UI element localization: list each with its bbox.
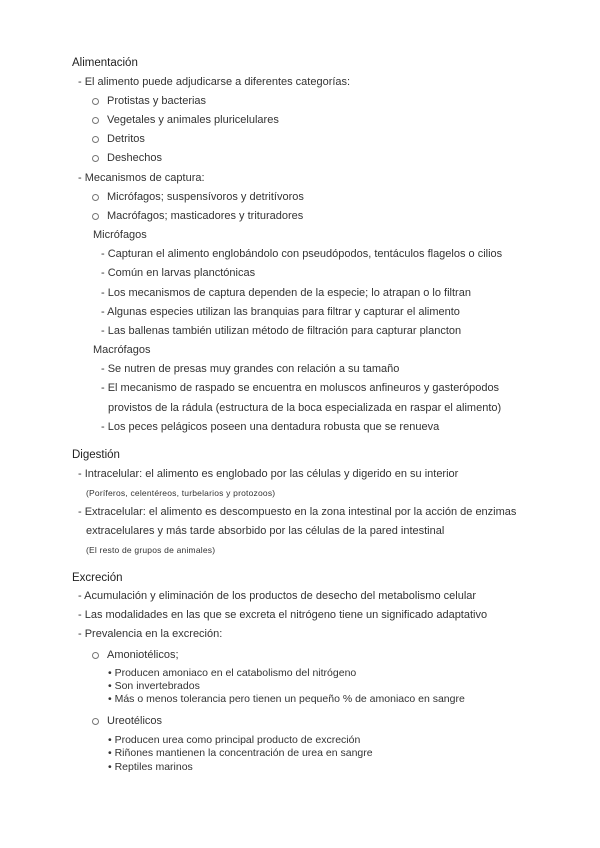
list-item: - Capturan el alimento englobándolo con pseudópodos, tentáculos flagelos o cilios xyxy=(101,248,503,260)
circle-bullet-icon xyxy=(92,155,99,162)
subheading-microfagos: Micrófagos xyxy=(93,229,147,241)
list-item: - Mecanismos de captura: xyxy=(78,172,205,184)
list-item: Deshechos xyxy=(107,152,163,164)
list-item: - Los peces pelágicos poseen una dentadura robusta que se renueva xyxy=(101,421,440,433)
list-item: - Extracelular: el alimento es descompuesto en la zona intestinal por la acción de enzimas xyxy=(78,506,517,518)
list-item: • Producen amoniaco en el catabolismo del nitrógeno xyxy=(108,667,357,679)
heading-excrecion: Excreción xyxy=(72,572,123,584)
circle-bullet-icon xyxy=(92,213,99,220)
list-item: Detritos xyxy=(107,133,145,145)
list-item: - Intracelular: el alimento es englobado por las células y digerido en su interior xyxy=(78,468,459,480)
circle-bullet-icon xyxy=(92,652,99,659)
list-item: - Algunas especies utilizan las branquias para filtrar y capturar el alimento xyxy=(101,306,460,318)
subheading-macrofagos: Macrófagos xyxy=(93,344,151,356)
heading-digestion: Digestión xyxy=(72,449,120,461)
list-item: • Más o menos tolerancia pero tienen un pequeño % de amoniaco en sangre xyxy=(108,693,465,705)
list-item: - Se nutren de presas muy grandes con relación a su tamaño xyxy=(101,363,400,375)
circle-bullet-icon xyxy=(92,718,99,725)
list-item: - Prevalencia en la excreción: xyxy=(78,628,223,640)
note: (Poríferos, celentéreos, turbelarios y protozoos) xyxy=(86,488,276,498)
subheading-ureotelicos: Ureotélicos xyxy=(107,715,163,727)
list-item: - Los mecanismos de captura dependen de la especie; lo atrapan o lo filtran xyxy=(101,287,471,299)
list-item: • Reptiles marinos xyxy=(108,761,193,773)
circle-bullet-icon xyxy=(92,98,99,105)
list-item: - Las modalidades en las que se excreta el nitrógeno tiene un significado adaptativo xyxy=(78,609,488,621)
list-item: Protistas y bacterias xyxy=(107,95,207,107)
list-item: Vegetales y animales pluricelulares xyxy=(107,114,279,126)
heading-alimentacion: Alimentación xyxy=(72,57,138,69)
list-item: • Son invertebrados xyxy=(108,680,200,692)
list-item-continuation: extracelulares y más tarde absorbido por las células de la pared intestinal xyxy=(86,525,445,537)
list-item: - Acumulación y eliminación de los productos de desecho del metabolismo celular xyxy=(78,590,477,602)
list-item: - Común en larvas planctónicas xyxy=(101,267,256,279)
list-item: Macrófagos; masticadores y trituradores xyxy=(107,210,304,222)
list-item: • Riñones mantienen la concentración de urea en sangre xyxy=(108,747,373,759)
list-item: Micrófagos; suspensívoros y detritívoros xyxy=(107,191,304,203)
list-item: - El alimento puede adjudicarse a diferentes categorías: xyxy=(78,76,351,88)
circle-bullet-icon xyxy=(92,117,99,124)
circle-bullet-icon xyxy=(92,194,99,201)
circle-bullet-icon xyxy=(92,136,99,143)
subheading-amoniotelicos: Amoniotélicos; xyxy=(107,649,179,661)
list-item: • Producen urea como principal producto de excreción xyxy=(108,734,361,746)
list-item-continuation: provistos de la rádula (estructura de la boca especializada en raspar el alimento) xyxy=(108,402,502,414)
list-item: - Las ballenas también utilizan método de filtración para capturar plancton xyxy=(101,325,462,337)
note: (El resto de grupos de animales) xyxy=(86,545,216,555)
list-item: - El mecanismo de raspado se encuentra en moluscos anfineuros y gasterópodos xyxy=(101,382,500,394)
